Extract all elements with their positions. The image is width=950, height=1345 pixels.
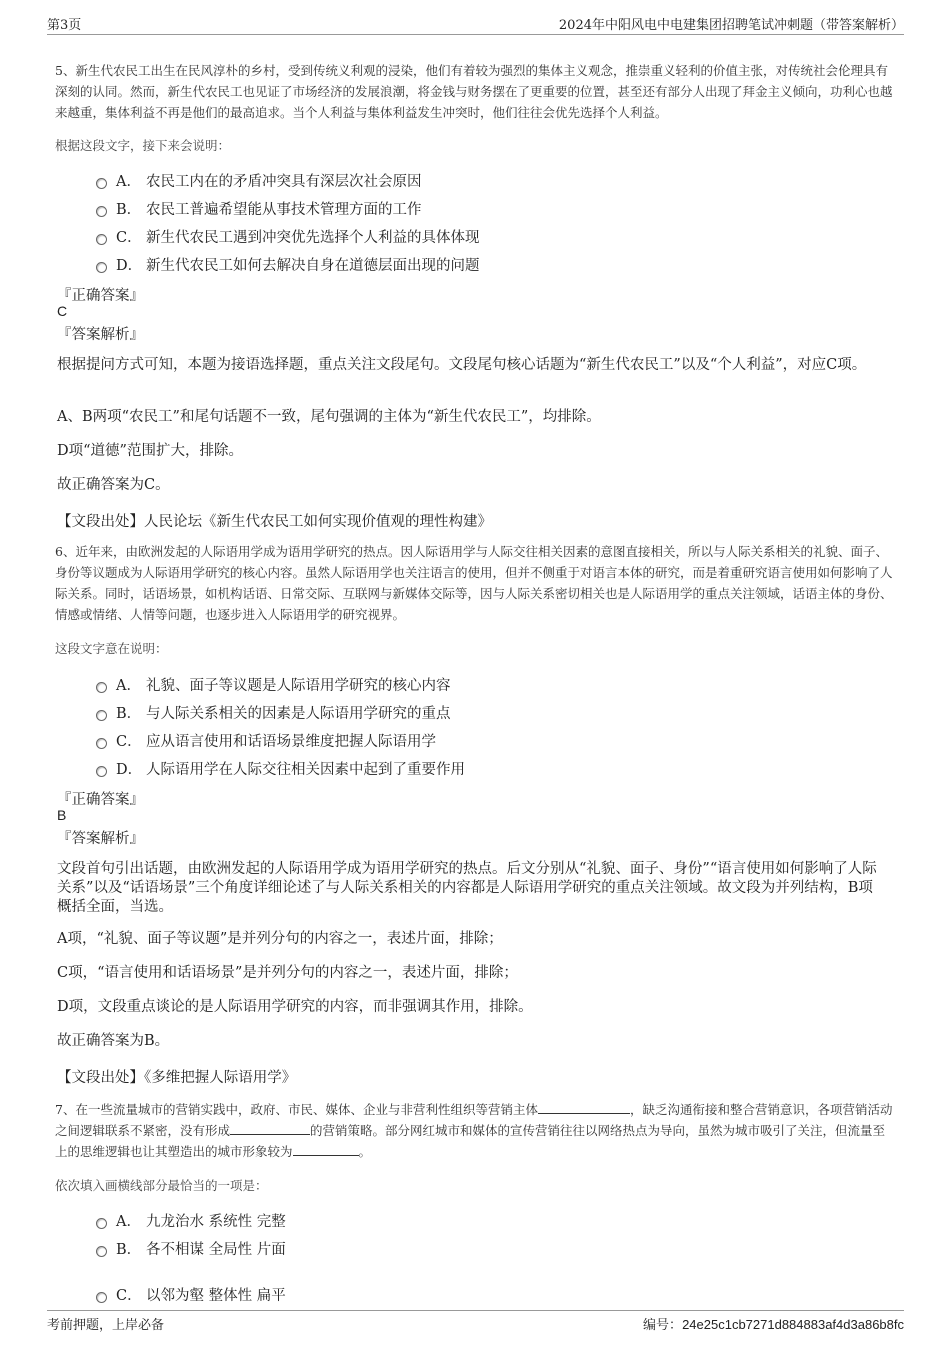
- radio-icon[interactable]: [96, 710, 107, 721]
- radio-icon[interactable]: [96, 1292, 107, 1303]
- blank-1: [538, 1101, 630, 1114]
- question-7-prompt: 依次填入画横线部分最恰当的一项是：: [55, 1178, 268, 1193]
- radio-icon[interactable]: [96, 682, 107, 693]
- q6-analysis-2: A项，“礼貌、面子等议题”是并列分句的内容之一，表述片面，排除；: [57, 931, 503, 947]
- q6-option-a[interactable]: A． 礼貌、面子等议题是人际语用学研究的核心内容: [96, 674, 451, 695]
- q5-option-a[interactable]: A． 农民工内在的矛盾冲突具有深层次社会原因: [96, 170, 422, 191]
- radio-icon[interactable]: [96, 206, 107, 217]
- q6-analysis-label: 『答案解析』: [57, 831, 144, 847]
- q7-option-a[interactable]: A． 九龙治水 系统性 完整: [96, 1210, 286, 1231]
- radio-icon[interactable]: [96, 1218, 107, 1229]
- radio-icon[interactable]: [96, 234, 107, 245]
- blank-3: [293, 1143, 359, 1156]
- question-6-text: 6、近年来，由欧洲发起的人际语用学成为语用学研究的热点。因人际语用学与人际交往相关因素的意图直接相关，所以与人际关系相关的礼貌、面子、身份等议题成为人际语用学研究的核心内容。虽然人际语用学也关注语言的使用，但并不侧重于对语言本体的研究，而是着重研究语言使用如何影响了人际关系。同时，话语场景，如机构话语、日常交际、互联网与新媒体交际等，因与人际关系密切相关也是人际语用学的重点关注领域，话语主体的身份、情感或情绪、人情等问题，也逐步进入人际语用学的研究视界。: [55, 544, 893, 622]
- q6-option-c[interactable]: C． 应从语言使用和话语场景维度把握人际语用学: [96, 730, 436, 751]
- q6-option-b[interactable]: B． 与人际关系相关的因素是人际语用学研究的重点: [96, 702, 451, 723]
- q5-analysis-2: A、B两项“农民工”和尾句话题不一致，尾句强调的主体为“新生代农民工”，均排除。: [57, 409, 601, 425]
- question-5-prompt: 根据这段文字，接下来会说明：: [55, 138, 231, 153]
- q7-option-b[interactable]: B． 各不相谋 全局性 片面: [96, 1238, 286, 1259]
- radio-icon[interactable]: [96, 262, 107, 273]
- q6-answer-label: 『正确答案』: [57, 792, 144, 808]
- q6-option-d[interactable]: D． 人际语用学在人际交往相关因素中起到了重要作用: [96, 758, 465, 779]
- q7-option-c[interactable]: C． 以邻为壑 整体性 扁平: [96, 1284, 286, 1305]
- q6-analysis-1: 文段首句引出话题，由欧洲发起的人际语用学成为语用学研究的热点。后文分别从“礼貌、面子、身份”“语言使用如何影响了人际关系”以及“话语场景”三个角度详细论述了与人际关系相关的内容都是人际语用学研究的重点关注领域。故文段为并列结构，B项概括全面，当选。: [57, 861, 877, 915]
- q5-option-d[interactable]: D． 新生代农民工如何去解决自身在道德层面出现的问题: [96, 254, 480, 275]
- question-7-text: 7、在一些流量城市的营销实践中，政府、市民、媒体、企业与非营利性组织等营销主体 ，缺乏沟通衔接和整合营销意识，各项营销活动之间逻辑联系不紧密，没有形成 的营销策略。部分网红城市和媒体的宣传营销往往以网络热点为导向，虽然为城市吸引了关注，但流量至上的思维逻辑也让其塑造出的城市形象较为 。: [55, 1102, 893, 1159]
- question-6-prompt: 这段文字意在说明：: [55, 641, 168, 656]
- q5-analysis-4: 故正确答案为C。: [57, 477, 170, 493]
- q5-option-c[interactable]: C． 新生代农民工遇到冲突优先选择个人利益的具体体现: [96, 226, 480, 247]
- page-header: [47, 12, 904, 35]
- radio-icon[interactable]: [96, 1246, 107, 1257]
- q6-answer: B: [57, 807, 67, 823]
- q6-analysis-4: D项，文段重点谈论的是人际语用学研究的内容，而非强调其作用，排除。: [57, 999, 533, 1015]
- q5-answer: C: [57, 303, 68, 319]
- q6-analysis-3: C项，“语言使用和话语场景”是并列分句的内容之一，表述片面，排除；: [57, 965, 518, 981]
- radio-icon[interactable]: [96, 766, 107, 777]
- page-footer: [47, 1310, 904, 1333]
- q5-answer-label: 『正确答案』: [57, 288, 144, 304]
- q5-analysis-label: 『答案解析』: [57, 327, 144, 343]
- q5-source: 【文段出处】人民论坛《新生代农民工如何实现价值观的理性构建》: [57, 514, 492, 530]
- q6-source: 【文段出处】《多维把握人际语用学》: [57, 1070, 297, 1086]
- footer-slogan: 考前押题，上岸必备: [47, 1318, 165, 1333]
- document-title: 2024年中阳风电中电建集团招聘笔试冲刺题（带答案解析）: [558, 18, 904, 33]
- document-code: 编号：24e25c1cb7271d884883af4d3a86b8fc: [643, 1317, 904, 1333]
- page-number: 第3页: [47, 18, 82, 33]
- question-5-text: 5、新生代农民工出生在民风淳朴的乡村，受到传统义利观的浸染，他们有着较为强烈的集体主义观念，推崇重义轻利的价值主张，对传统社会伦理具有深刻的认同。然而，新生代农民工也见证了市场经济的发展浪潮，将金钱与财务摆在了更重要的位置，甚至还有部分人出现了拜金主义倾向，功利心也越来越重，集体利益不再是他们的最高追求。当个人利益与集体利益发生冲突时，他们往往会优先选择个人利益。: [55, 63, 893, 120]
- q5-option-b[interactable]: B． 农民工普遍希望能从事技术管理方面的工作: [96, 198, 422, 219]
- q6-analysis-5: 故正确答案为B。: [57, 1033, 170, 1049]
- blank-2: [230, 1122, 310, 1135]
- radio-icon[interactable]: [96, 738, 107, 749]
- q5-analysis-1: 根据提问方式可知，本题为接语选择题，重点关注文段尾句。文段尾句核心话题为“新生代农民工”以及“个人利益”，对应C项。: [57, 357, 867, 373]
- radio-icon[interactable]: [96, 178, 107, 189]
- q5-analysis-3: D项“道德”范围扩大，排除。: [57, 443, 243, 459]
